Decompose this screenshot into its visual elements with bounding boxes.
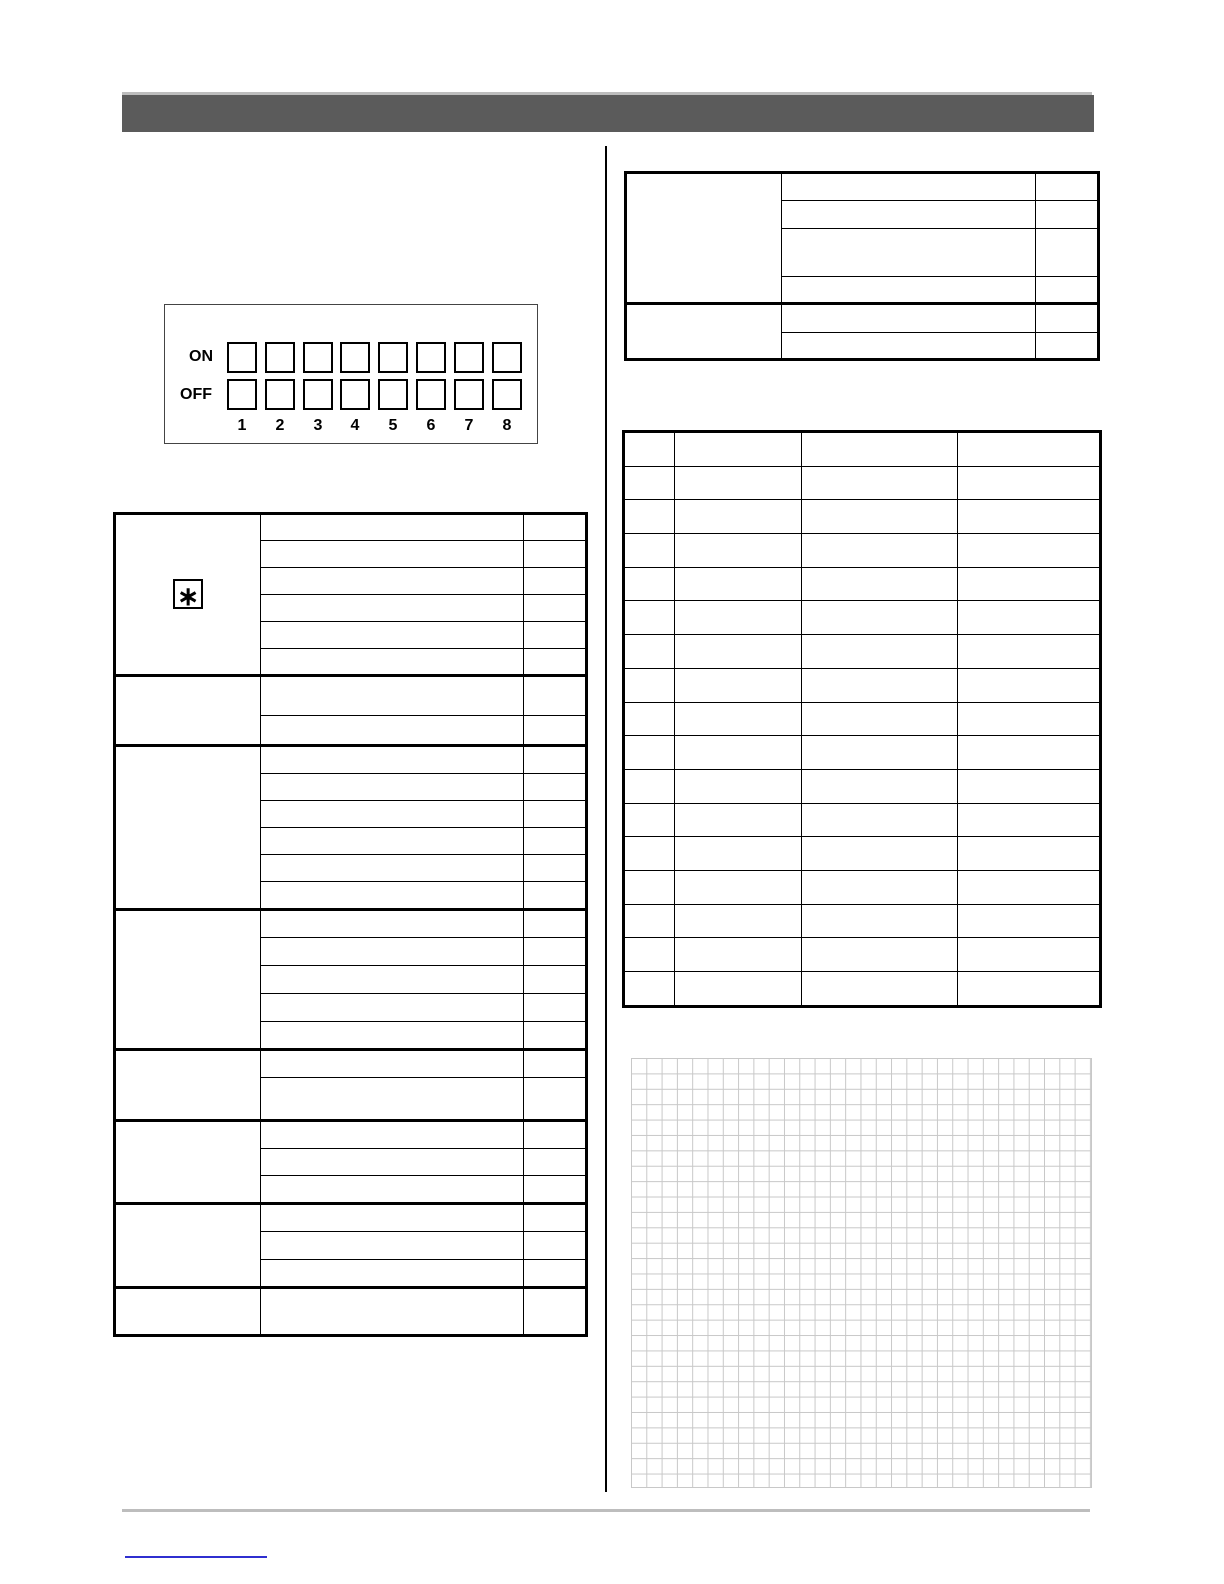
settings-group-4 xyxy=(115,910,261,1050)
table-cell xyxy=(957,432,1100,467)
table-cell xyxy=(261,1288,524,1336)
table-cell xyxy=(624,432,675,467)
table-cell xyxy=(674,972,801,1007)
table-cell xyxy=(624,466,675,500)
column-divider xyxy=(605,146,607,1492)
table-row xyxy=(624,972,1101,1007)
table-cell xyxy=(524,676,587,716)
table-cell xyxy=(801,534,957,568)
table-cell xyxy=(624,702,675,736)
dip-switch-on-slot xyxy=(265,342,295,373)
table-cell xyxy=(674,432,801,467)
dip-switch-on-slot xyxy=(303,342,333,373)
table-cell xyxy=(261,828,524,855)
table-cell xyxy=(524,1050,587,1078)
table-cell xyxy=(1036,277,1099,304)
dip-switch-number: 5 xyxy=(388,417,398,434)
settings-table xyxy=(113,512,588,1337)
table-cell xyxy=(624,635,675,669)
dip-switch-off-slot xyxy=(265,379,295,410)
table-cell xyxy=(524,514,587,541)
table-cell xyxy=(957,702,1100,736)
table-cell xyxy=(524,622,587,649)
dip-switch-on-slot xyxy=(416,342,446,373)
table-cell xyxy=(261,676,524,716)
table-cell xyxy=(524,1176,587,1204)
table-cell xyxy=(261,649,524,676)
table-cell xyxy=(957,803,1100,837)
table-cell xyxy=(261,716,524,746)
table-cell xyxy=(674,938,801,972)
dip-switch-off-slot xyxy=(227,379,257,410)
table-cell xyxy=(524,1149,587,1176)
data-grid-table xyxy=(622,430,1102,1008)
table-cell xyxy=(261,966,524,994)
dip-on-label: ON xyxy=(189,348,213,365)
table-cell xyxy=(524,774,587,801)
options-group-1 xyxy=(626,173,782,304)
table-row xyxy=(624,769,1101,803)
table-cell xyxy=(524,966,587,994)
table-row xyxy=(624,870,1101,904)
table-cell xyxy=(801,972,957,1007)
table-row xyxy=(624,736,1101,770)
table-cell xyxy=(801,500,957,534)
table-row xyxy=(624,904,1101,938)
table-cell xyxy=(801,635,957,669)
table-cell xyxy=(801,837,957,871)
table-cell xyxy=(624,972,675,1007)
dip-switch-off-slot xyxy=(416,379,446,410)
table-cell xyxy=(801,938,957,972)
table-cell xyxy=(524,1121,587,1149)
table-cell xyxy=(261,514,524,541)
table-cell xyxy=(674,635,801,669)
table-cell xyxy=(674,601,801,635)
table-row xyxy=(624,567,1101,601)
settings-group-8 xyxy=(115,1288,261,1336)
table-cell xyxy=(524,1022,587,1050)
table-cell xyxy=(674,466,801,500)
table-cell xyxy=(261,774,524,801)
table-row xyxy=(624,601,1101,635)
table-cell xyxy=(957,601,1100,635)
table-cell xyxy=(1036,333,1099,360)
table-cell xyxy=(674,803,801,837)
table-cell xyxy=(261,1204,524,1232)
table-cell xyxy=(674,769,801,803)
dip-switch-on-slot xyxy=(340,342,370,373)
table-cell xyxy=(524,855,587,882)
table-cell xyxy=(957,769,1100,803)
table-cell xyxy=(261,595,524,622)
table-cell xyxy=(524,828,587,855)
table-cell xyxy=(674,668,801,702)
table-cell xyxy=(957,567,1100,601)
table-cell xyxy=(1036,229,1099,277)
dip-switch-number: 8 xyxy=(502,417,512,434)
table-cell xyxy=(782,229,1036,277)
table-cell xyxy=(624,837,675,871)
table-cell xyxy=(261,1260,524,1288)
table-row xyxy=(624,432,1101,467)
section-header-bar xyxy=(122,95,1094,132)
table-cell xyxy=(1036,173,1099,201)
table-cell xyxy=(674,567,801,601)
table-cell xyxy=(801,432,957,467)
table-cell xyxy=(782,201,1036,229)
table-cell xyxy=(674,904,801,938)
table-cell xyxy=(261,1022,524,1050)
table-cell xyxy=(261,746,524,774)
dip-switch-number: 6 xyxy=(426,417,436,434)
table-row xyxy=(624,837,1101,871)
dip-switch-on-slot xyxy=(454,342,484,373)
table-cell xyxy=(801,870,957,904)
table-cell xyxy=(624,938,675,972)
dip-switch-off-slot xyxy=(492,379,522,410)
dip-switch-on-slot xyxy=(492,342,522,373)
dip-switch-number: 1 xyxy=(237,417,247,434)
table-cell xyxy=(624,500,675,534)
table-cell xyxy=(957,466,1100,500)
table-cell xyxy=(524,568,587,595)
table-cell xyxy=(801,702,957,736)
table-row xyxy=(624,668,1101,702)
table-cell xyxy=(782,277,1036,304)
table-cell xyxy=(801,668,957,702)
table-cell xyxy=(624,870,675,904)
dip-off-label: OFF xyxy=(180,386,212,403)
table-cell xyxy=(524,938,587,966)
table-cell xyxy=(674,500,801,534)
table-cell xyxy=(801,736,957,770)
table-cell xyxy=(524,595,587,622)
table-cell xyxy=(801,601,957,635)
dip-switch-off-slot xyxy=(340,379,370,410)
table-cell xyxy=(261,541,524,568)
table-cell xyxy=(957,736,1100,770)
table-cell xyxy=(524,882,587,910)
table-cell xyxy=(524,994,587,1022)
table-cell xyxy=(261,568,524,595)
table-cell xyxy=(801,769,957,803)
table-cell xyxy=(957,500,1100,534)
table-cell xyxy=(261,622,524,649)
table-cell xyxy=(261,882,524,910)
footer-link-underline[interactable] xyxy=(125,1556,267,1558)
table-row xyxy=(624,500,1101,534)
table-row xyxy=(624,803,1101,837)
table-row xyxy=(624,938,1101,972)
table-cell xyxy=(674,837,801,871)
table-cell xyxy=(524,1204,587,1232)
table-cell xyxy=(624,904,675,938)
table-row xyxy=(624,534,1101,568)
table-cell xyxy=(957,904,1100,938)
table-cell xyxy=(674,736,801,770)
table-cell xyxy=(624,567,675,601)
table-cell xyxy=(957,668,1100,702)
table-cell xyxy=(261,1121,524,1149)
table-cell xyxy=(801,567,957,601)
table-cell xyxy=(782,304,1036,333)
table-cell xyxy=(801,904,957,938)
table-cell xyxy=(261,910,524,938)
dip-switch-off-slot xyxy=(303,379,333,410)
dip-switch-number: 4 xyxy=(350,417,360,434)
dip-switch-off-slot xyxy=(378,379,408,410)
table-cell xyxy=(524,746,587,774)
table-cell xyxy=(261,801,524,828)
dip-switch-off-slot xyxy=(454,379,484,410)
table-cell xyxy=(524,716,587,746)
table-row xyxy=(624,466,1101,500)
dip-switch-number: 7 xyxy=(464,417,474,434)
table-cell xyxy=(957,635,1100,669)
settings-group-6 xyxy=(115,1121,261,1204)
table-cell xyxy=(674,534,801,568)
table-cell xyxy=(261,1176,524,1204)
table-cell xyxy=(261,994,524,1022)
options-group-2 xyxy=(626,304,782,360)
dip-switch-number: 3 xyxy=(313,417,323,434)
table-cell xyxy=(957,938,1100,972)
table-cell xyxy=(524,649,587,676)
table-cell xyxy=(801,803,957,837)
table-cell xyxy=(624,534,675,568)
table-cell xyxy=(957,972,1100,1007)
table-cell xyxy=(624,601,675,635)
table-cell xyxy=(524,541,587,568)
dip-switch-on-slot xyxy=(227,342,257,373)
options-table xyxy=(624,171,1100,361)
table-cell xyxy=(524,1078,587,1121)
dip-switch-on-slot xyxy=(378,342,408,373)
table-cell xyxy=(524,910,587,938)
table-cell xyxy=(524,1288,587,1336)
table-cell xyxy=(624,769,675,803)
table-cell xyxy=(261,1050,524,1078)
table-cell xyxy=(782,173,1036,201)
table-cell xyxy=(524,1260,587,1288)
table-cell xyxy=(801,466,957,500)
table-cell xyxy=(524,1232,587,1260)
table-cell xyxy=(261,855,524,882)
table-cell xyxy=(674,702,801,736)
table-cell xyxy=(624,668,675,702)
table-cell xyxy=(524,801,587,828)
table-row xyxy=(624,635,1101,669)
table-cell xyxy=(957,837,1100,871)
table-cell xyxy=(624,803,675,837)
table-cell xyxy=(1036,304,1099,333)
settings-group-1 xyxy=(115,514,261,676)
graph-paper-grid xyxy=(631,1058,1092,1488)
table-row xyxy=(624,702,1101,736)
table-cell xyxy=(674,870,801,904)
asterisk-key-icon: ∗ xyxy=(173,579,203,609)
settings-group-7 xyxy=(115,1204,261,1288)
footer-rule xyxy=(122,1509,1090,1512)
dip-switch-number: 2 xyxy=(275,417,285,434)
table-cell xyxy=(261,938,524,966)
settings-group-3 xyxy=(115,746,261,910)
settings-group-5 xyxy=(115,1050,261,1121)
table-cell xyxy=(1036,201,1099,229)
table-cell xyxy=(261,1078,524,1121)
settings-group-2 xyxy=(115,676,261,746)
table-cell xyxy=(624,736,675,770)
table-cell xyxy=(261,1149,524,1176)
table-cell xyxy=(957,870,1100,904)
table-cell xyxy=(261,1232,524,1260)
table-cell xyxy=(782,333,1036,360)
table-cell xyxy=(957,534,1100,568)
